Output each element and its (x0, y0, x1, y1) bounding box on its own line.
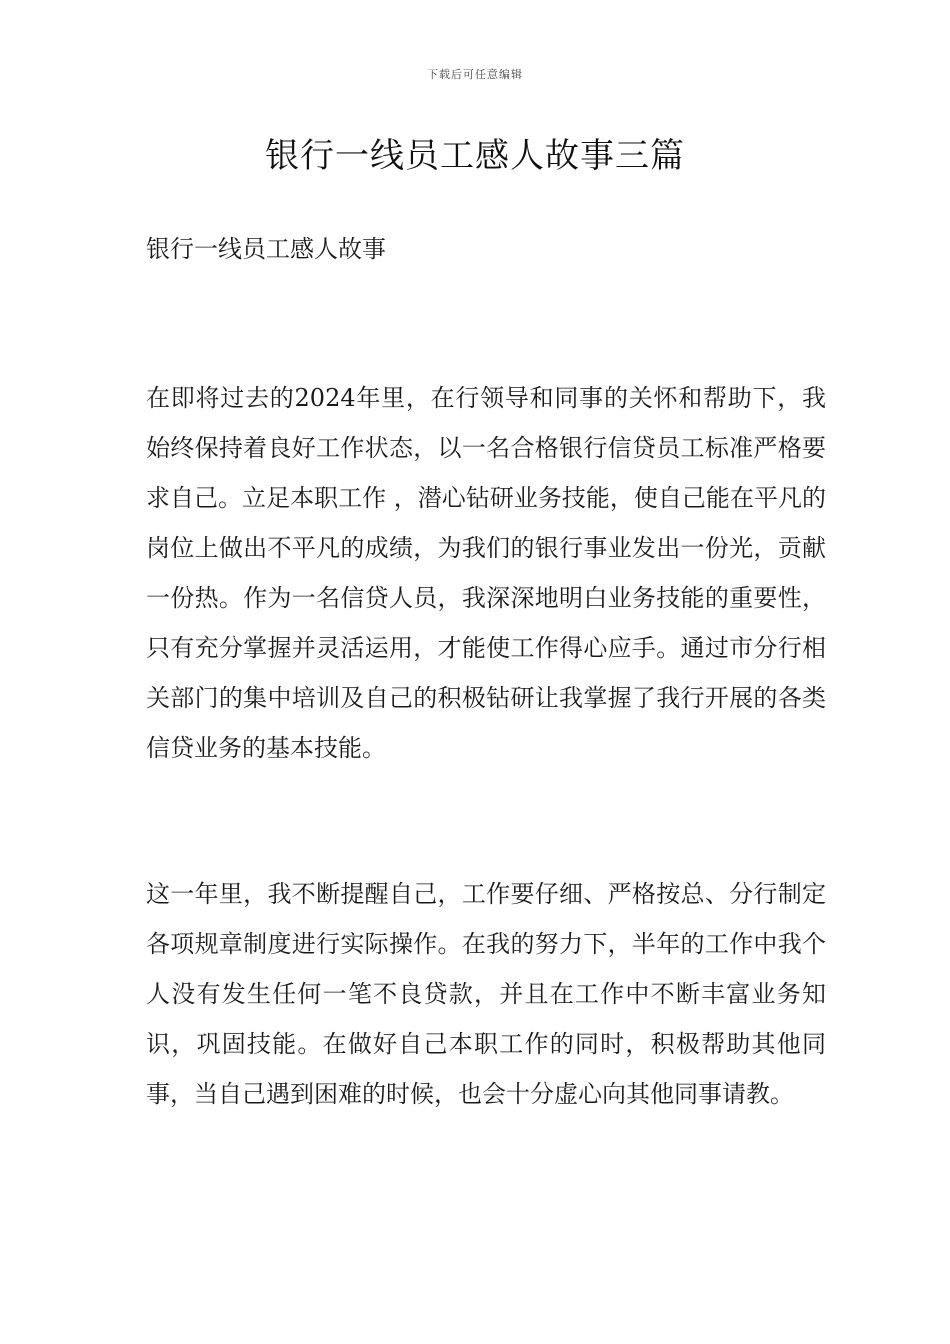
document-title: 银行一线员工感人故事三篇 (265, 136, 685, 176)
body-paragraph-2: 这一年里，我不断提醒自己，工作要仔细、严格按总、分行制定各项规章制度进行实际操作。在我的努力下，半年的工作中我个人没有发生任何一笔不良贷款，并且在工作中不断丰富业务知识，巩固技能。在做好自己本职工作的同时，积极帮助其他同事，当自己遇到困难的时候，也会十分虚心向其他同事请教。 (146, 880, 826, 1108)
document-subtitle: 银行一线员工感人故事 (146, 235, 386, 263)
body-paragraph-1: 在即将过去的2024年里，在行领导和同事的关怀和帮助下，我始终保持着良好工作状态，以一名合格银行信贷员工标准严格要求自己。立足本职工作 ，潜心钻研业务技能，使自己能在平凡的岗位上做出不平凡的成绩，为我们的银行事业发出一份光，贡献一份热。作为一名信贷人员，我深深地明白业务技能的重要性，只有充分掌握并灵活运用，才能使工作得心应手。通过市分行相关部门的集中培训及自己的积极钻研让我掌握了我行开展的各类信贷业务的基本技能。 (146, 384, 826, 762)
header-note: 下载后可任意编辑 (427, 68, 523, 81)
